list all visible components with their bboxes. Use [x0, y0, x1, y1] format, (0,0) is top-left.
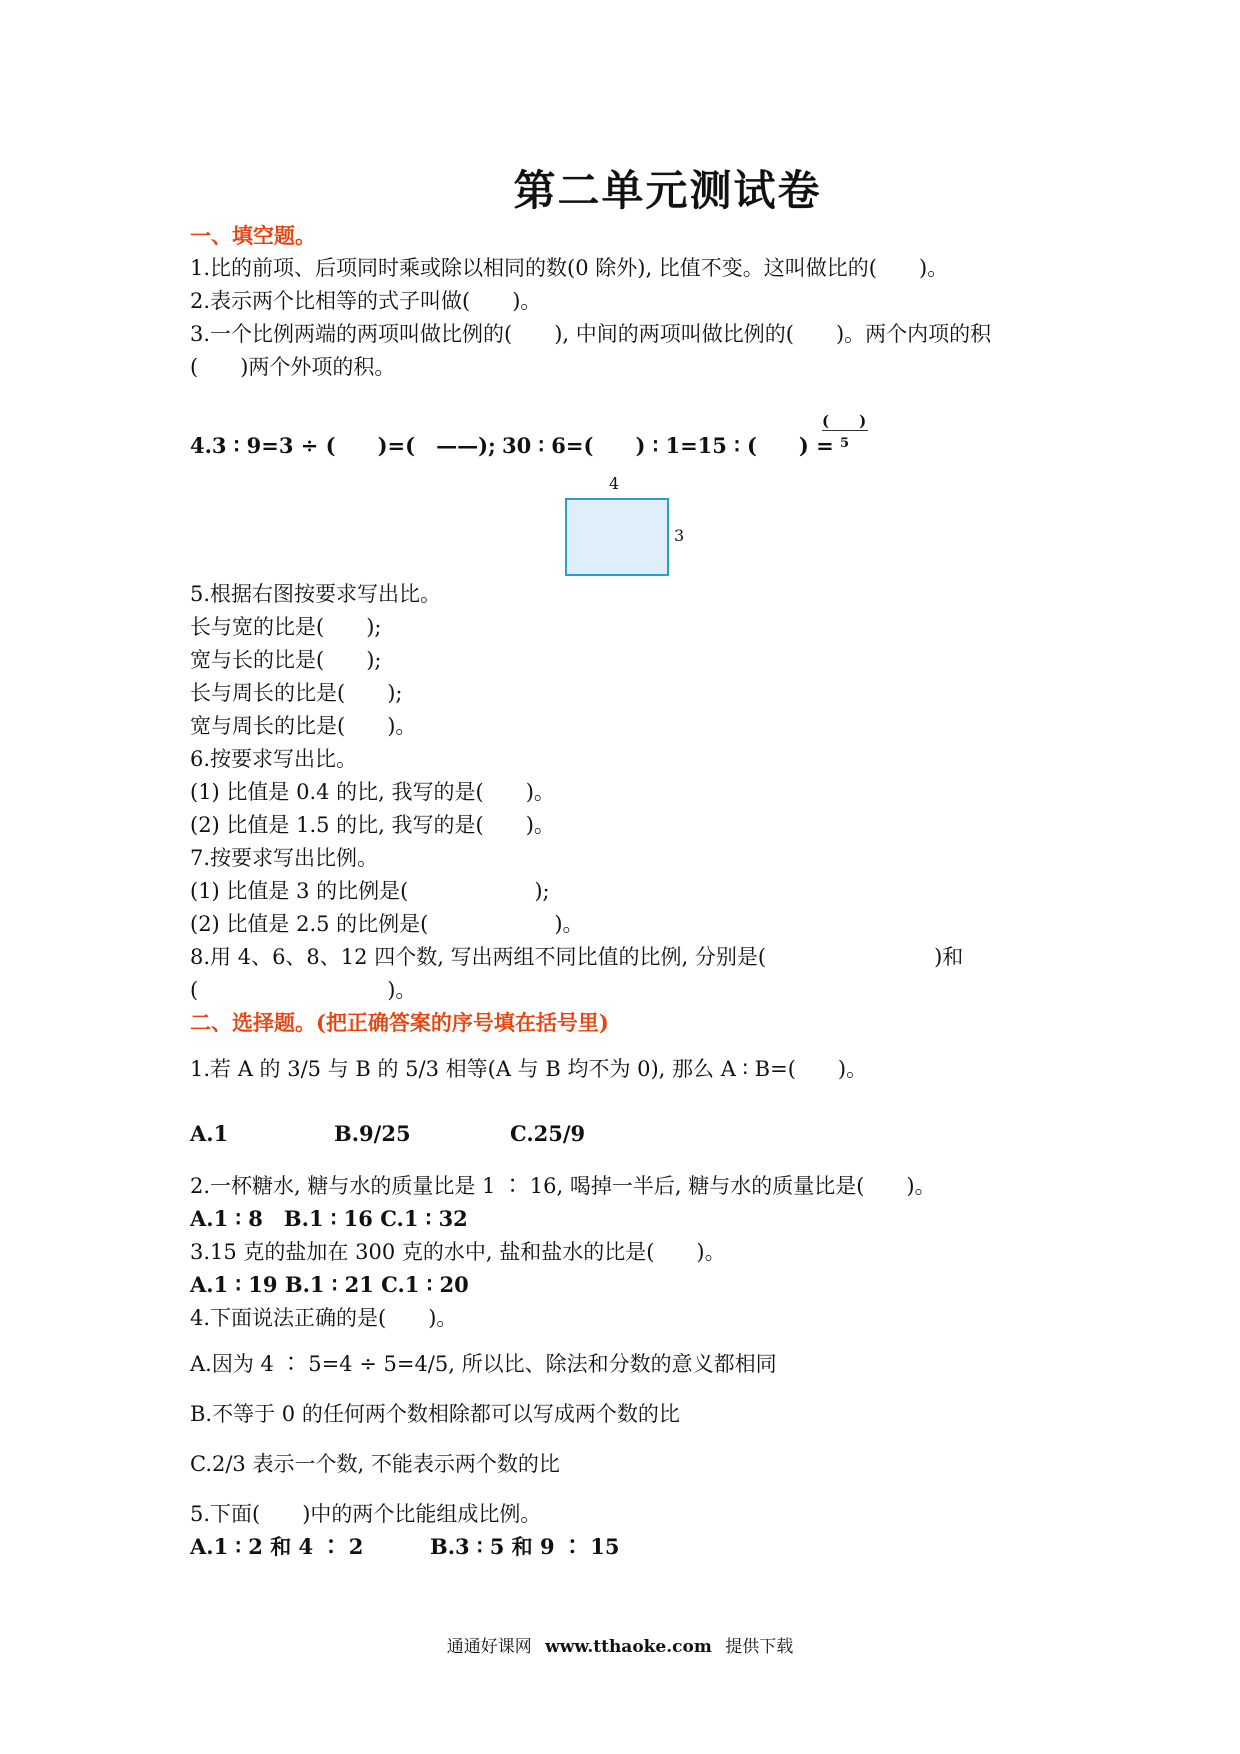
question-2-1-option: A.1	[190, 1121, 229, 1146]
rectangle-figure	[565, 498, 669, 576]
question-1-7-item: (2) 比值是 2.5 的比例是( )。	[190, 912, 584, 936]
question-1-4-part2: 30 ∶ 6=( ) ∶ 1=15 ∶ ( ) =	[502, 433, 834, 458]
section-2-heading: 二、选择题。(把正确答案的序号填在括号里)	[190, 1010, 609, 1035]
question-1-3-line2: ( )两个外项的积。	[190, 355, 396, 379]
question-1-8-line1: 8.用 4、6、8、12 四个数, 写出两组不同比值的比例, 分别是( )和	[190, 945, 964, 969]
question-1-2: 2.表示两个比相等的式子叫做( )。	[190, 289, 542, 313]
question-2-2: 2.一杯糖水, 糖与水的质量比是 1 ∶ 16, 喝掉一半后, 糖与水的质量比是( )。	[190, 1174, 936, 1198]
question-2-5: 5.下面( )中的两个比能组成比例。	[190, 1502, 542, 1526]
footer-url-link[interactable]: www.tthaoke.com	[545, 1637, 712, 1657]
rectangle-width-label: 4	[609, 474, 620, 493]
question-2-3: 3.15 克的盐加在 300 克的水中, 盐和盐水的比是( )。	[190, 1240, 726, 1264]
page-footer	[0, 1632, 1240, 1657]
question-1-1: 1.比的前项、后项同时乘或除以相同的数(0 除外), 比值不变。这叫做比的( )。	[190, 256, 949, 280]
question-2-4: 4.下面说法正确的是( )。	[190, 1306, 458, 1330]
rectangle-height-label: 3	[674, 526, 685, 545]
question-2-4-option: A.因为 4 ∶ 5=4 ÷ 5=4/5, 所以比、除法和分数的意义都相同	[190, 1352, 777, 1376]
section-1-heading: 一、填空题。	[190, 223, 316, 248]
footer-site-name: 通通好课网	[446, 1637, 532, 1657]
question-2-2-options: A.1 ∶ 8 B.1 ∶ 16 C.1 ∶ 32	[190, 1206, 468, 1231]
question-1-5-item: 长与宽的比是( );	[190, 615, 382, 639]
page-title: 第二单元测试卷	[513, 166, 822, 215]
question-2-4-option: B.不等于 0 的任何两个数相除都可以写成两个数的比	[190, 1402, 680, 1426]
question-2-1-option: C.25/9	[510, 1121, 586, 1146]
question-2-1-option: B.9/25	[334, 1121, 411, 1146]
question-2-4-option: C.2/3 表示一个数, 不能表示两个数的比	[190, 1452, 560, 1476]
question-1-8-line2: ( )。	[190, 978, 417, 1002]
question-1-6-item: (1) 比值是 0.4 的比, 我写的是( )。	[190, 780, 555, 804]
question-2-5-option: A.1 ∶ 2 和 4 ∶ 2	[190, 1534, 364, 1559]
question-1-7-title: 7.按要求写出比例。	[190, 846, 379, 870]
question-1-6-item: (2) 比值是 1.5 的比, 我写的是( )。	[190, 813, 555, 837]
question-1-5-item: 宽与周长的比是( )。	[190, 714, 417, 738]
fraction-denominator: 5	[840, 436, 850, 451]
question-1-5-item: 宽与长的比是( );	[190, 648, 382, 672]
question-1-5-item: 长与周长的比是( );	[190, 681, 403, 705]
fraction-numerator: ( )	[822, 412, 867, 430]
question-1-3-line1: 3.一个比例两端的两项叫做比例的( ), 中间的两项叫做比例的( )。两个内项的积	[190, 322, 992, 346]
question-2-1: 1.若 A 的 3/5 与 B 的 5/3 相等(A 与 B 均不为 0), 那么 A ∶ B=( )。	[190, 1057, 868, 1081]
question-2-3-options: A.1 ∶ 19 B.1 ∶ 21 C.1 ∶ 20	[190, 1272, 469, 1297]
question-2-5-option: B.3 ∶ 5 和 9 ∶ 15	[430, 1534, 620, 1559]
fraction-bar	[822, 430, 868, 431]
question-1-7-item: (1) 比值是 3 的比例是( );	[190, 879, 550, 903]
footer-download-text: 提供下载	[725, 1637, 794, 1657]
question-1-6-title: 6.按要求写出比。	[190, 747, 358, 771]
question-1-5-title: 5.根据右图按要求写出比。	[190, 582, 442, 606]
question-1-4-part1: 4.3 ∶ 9=3 ÷ ( )=( ——);	[190, 433, 496, 458]
